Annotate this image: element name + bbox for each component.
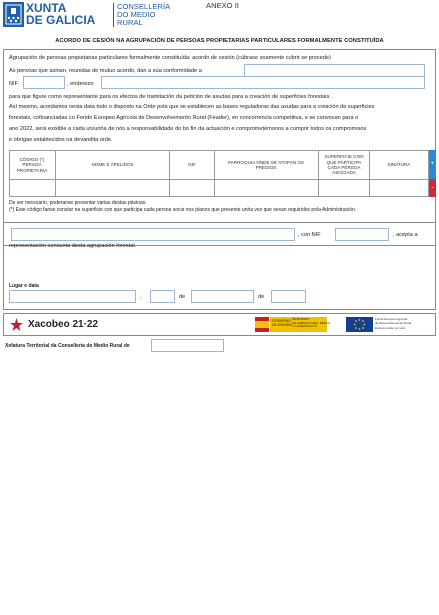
add-row-button[interactable] [429, 150, 436, 179]
col-header-name: NOME E APELIDOS [91, 162, 134, 168]
eu-flag-icon [346, 317, 373, 332]
col-header-nif: NIF [188, 162, 196, 168]
minus-icon: - [431, 185, 434, 191]
day-input[interactable] [150, 290, 175, 303]
section1-intro: As persoas que asinan, reunidas de mutuo acordo, dan a súa conformidade a [9, 68, 202, 74]
header-divider [113, 3, 114, 27]
remove-row-button[interactable] [429, 179, 436, 197]
gobierno-line-1: GOBIERNO [272, 319, 291, 323]
col-header-surface: SUPERFICIE CON QUE PARTICIPA CADA PERSOA ASOCIADA [324, 154, 364, 176]
jefatura-label: Xefatura Territorial da Consellería do Medio Rural de [5, 343, 130, 349]
ministry-line-2: DE AGRICULTURA, PESCA [292, 320, 330, 325]
ministry-line-1: MINISTERIO [292, 317, 310, 321]
date-comma: , [140, 294, 142, 300]
section1-paragraph-4: e obrigas establecidos na devandita orde. [9, 137, 113, 143]
section1-paragraph-1: Así mesmo, acordamos nesta data todo o disposto na Orde pola que se establecen as bases reguladoras das axudas para a creación de superficies [9, 104, 375, 110]
spain-flag-icon [255, 317, 269, 332]
annex-label: ANEXO II [206, 1, 239, 10]
nif-label: NIF [9, 81, 19, 87]
conselleria-line-2: DO MEDIO [117, 10, 156, 19]
xacobeo-text: Xacobeo 21·22 [28, 319, 99, 330]
place-input[interactable] [9, 290, 136, 303]
note-multiple-pages: De ser necesario, poderanse presentar varias destas páxinas. [9, 200, 147, 206]
section1-paragraph-2: forestais, cofinanciadas co Fondo Europeo Agrícola de Desenvolvemento Rural (Feader), en concorrencia competitiva, e se convocan para o [9, 115, 359, 121]
col-header-code: CÓDIGO (*) PERSOA PROPIETARIA [16, 156, 48, 173]
representative-nif-input[interactable] [23, 76, 65, 89]
xunta-logo [3, 2, 24, 27]
col-header-parish: PARROQUIA ONDE SE ATOPAN OS PREDIOS [228, 159, 304, 170]
acceptor-nif-input[interactable] [335, 228, 389, 241]
section1-purpose: para que figure como representante para os efectos de tramitación da petición de axudas para a creación de superficies forestais. [9, 94, 331, 100]
plus-icon: + [430, 161, 435, 167]
xacobeo-star-icon [8, 317, 25, 333]
xacobeo-logo [8, 317, 25, 333]
month-input[interactable] [191, 290, 254, 303]
eu-line-1: Fondo Europeo Agrícola [375, 317, 408, 321]
eu-line-2: de Desenvolvemento Rural [375, 321, 412, 325]
xunta-shield-icon [3, 2, 24, 27]
de-label-2: de [258, 294, 265, 300]
section1-heading: Agrupación de persoas propietarias particulares formalmente constituída: acordo de cesión (cúbrase soamente cubrir se procede) [9, 55, 331, 61]
year-input[interactable] [271, 290, 306, 303]
de-label-1: de [179, 294, 186, 300]
acceptor-name-input[interactable] [11, 228, 295, 241]
gobierno-line-2: DE ESPAÑA [272, 323, 292, 327]
page-title: ACORDO DE CESIÓN NA AGRUPACIÓN DE PERSOAS PROPIETARIAS PARTICULARES FORMALMENTE CONSTITUÍDA [55, 38, 384, 44]
jefatura-input[interactable] [151, 339, 224, 352]
place-date-label: Lugar e data [9, 283, 39, 289]
xunta-title-1: XUNTA [26, 1, 67, 15]
conselleria-line-1: CONSELLERÍA [117, 2, 171, 11]
section1-paragraph-3: ano 2022, será exixible a cada un/unha de nós a responsabilidade do bo fin da actuación e comprometémonos a cumprir todos os compromisos [9, 126, 367, 132]
eu-line-3: Europa inviste no rural [375, 326, 406, 330]
xunta-title-2: DE GALICIA [26, 13, 96, 27]
ministry-line-3: Y ALIMENTACIÓN [292, 324, 317, 328]
conselleria-line-3: RURAL [117, 18, 143, 27]
acepta-label: , acepta a [393, 232, 418, 238]
address-label: , enderezo [67, 81, 94, 87]
con-nif-label: , con NIF [298, 232, 321, 238]
col-header-signature: SINATURA [387, 162, 411, 168]
note-code-explanation: (*) Este código fanse constar na superficie con que participa cada persoa socia nos planos que presente unha vez que sexan requiridos pola Administración. [9, 207, 357, 213]
representative-address-input[interactable] [101, 76, 425, 89]
table-row[interactable] [10, 180, 428, 196]
representation-text: representación conxunta desta agrupación forestal. [9, 243, 137, 249]
